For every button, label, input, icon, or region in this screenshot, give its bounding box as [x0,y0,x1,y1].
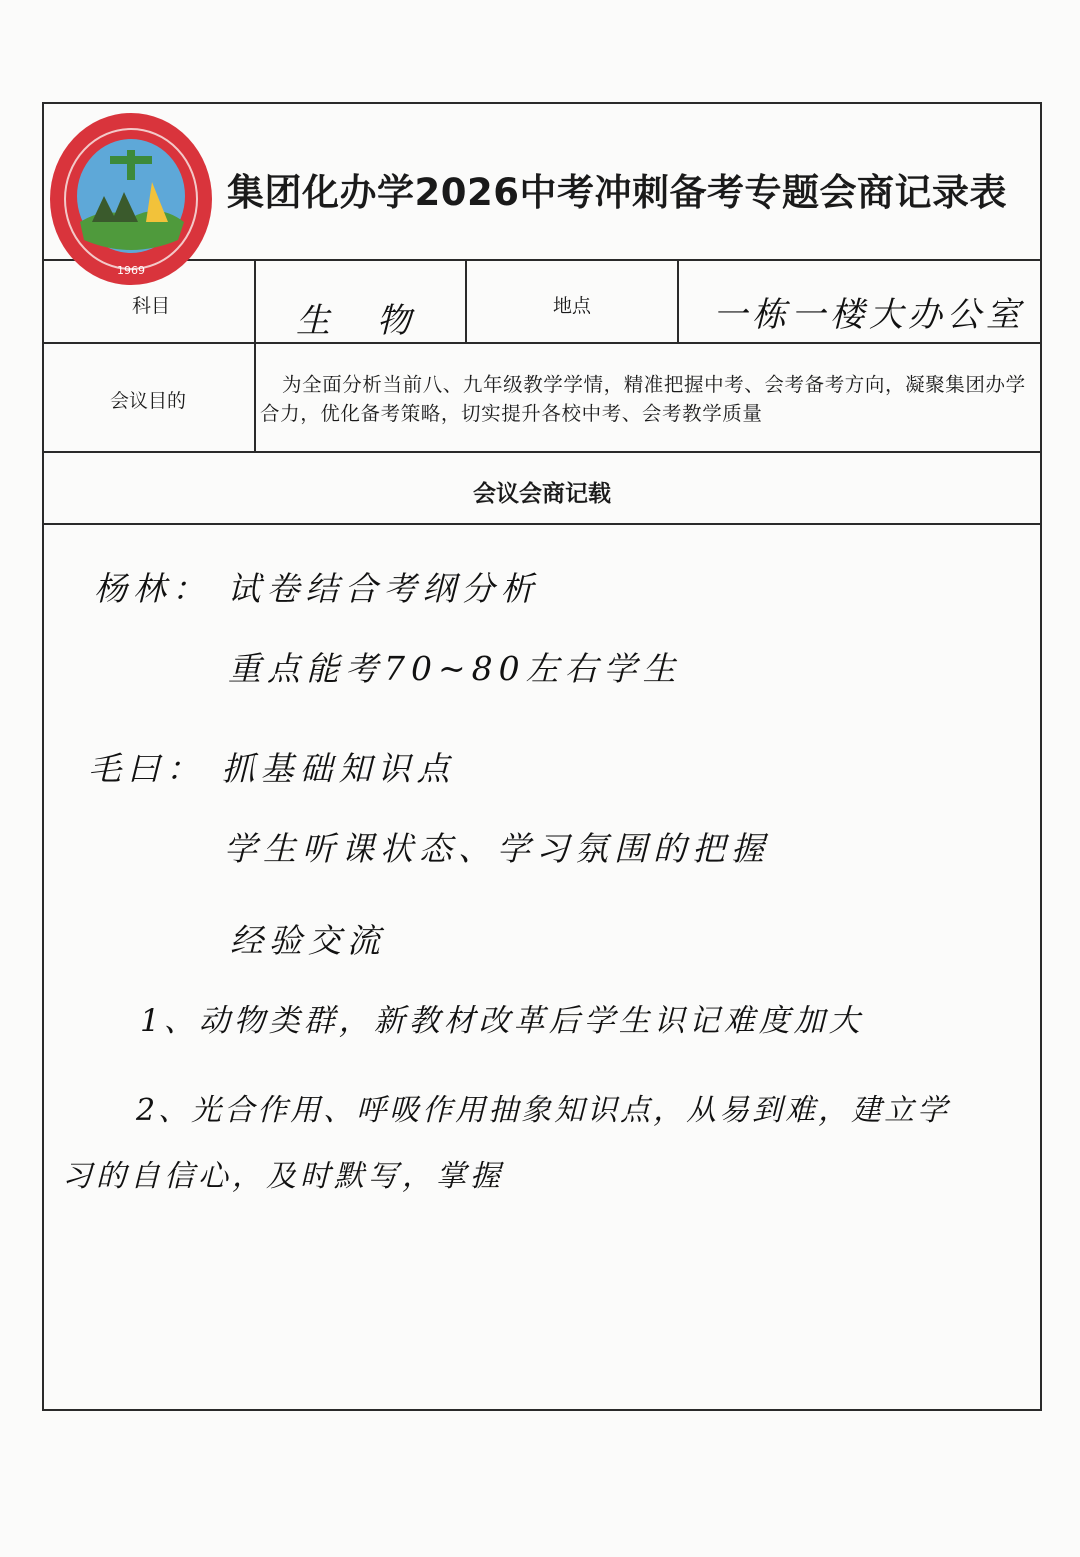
page-title: 集团化办学2026中考冲刺备考专题会商记录表 [227,171,1007,214]
record-sheet [42,102,1042,1411]
location-value: 一栋一楼大办公室 [713,295,1025,335]
note-line-2: 重点能考70~80左右学生 [228,649,682,688]
section-title: 会议会商记载 [473,481,611,507]
note-line-1: 杨林： 试卷结合考纲分析 [94,569,540,608]
note-line-7: 2、光合作用、呼吸作用抽象知识点，从易到难，建立学 [136,1093,951,1128]
subject-value-cell [256,261,467,342]
note-line-4: 学生听课状态、学习氛围的把握 [224,829,770,868]
school-seal-icon [48,110,214,288]
section-row [44,453,1040,525]
subject-value: 生 物 [296,301,429,341]
location-label-cell [467,261,679,342]
note-line-3: 毛曰： 抓基础知识点 [88,749,456,788]
location-value-cell [679,261,1040,342]
subject-label: 科目 [132,295,171,317]
purpose-row [44,344,1040,453]
purpose-label-cell [44,344,256,451]
note-line-5: 经验交流 [230,921,386,960]
note-line-6: 1、动物类群，新教材改革后学生识记难度加大 [140,1003,864,1039]
purpose-label: 会议目的 [110,390,187,412]
seal-year: 1969 [117,264,145,277]
location-label: 地点 [553,295,592,317]
handwritten-notes [44,525,1040,1409]
note-line-8: 习的自信心，及时默写，掌握 [62,1159,504,1194]
purpose-text: 为全面分析当前八、九年级教学学情，精准把握中考、会考备考方向，凝聚集团办学合力，优化备考策略，切实提升各校中考、会考教学质量 [260,373,1026,425]
